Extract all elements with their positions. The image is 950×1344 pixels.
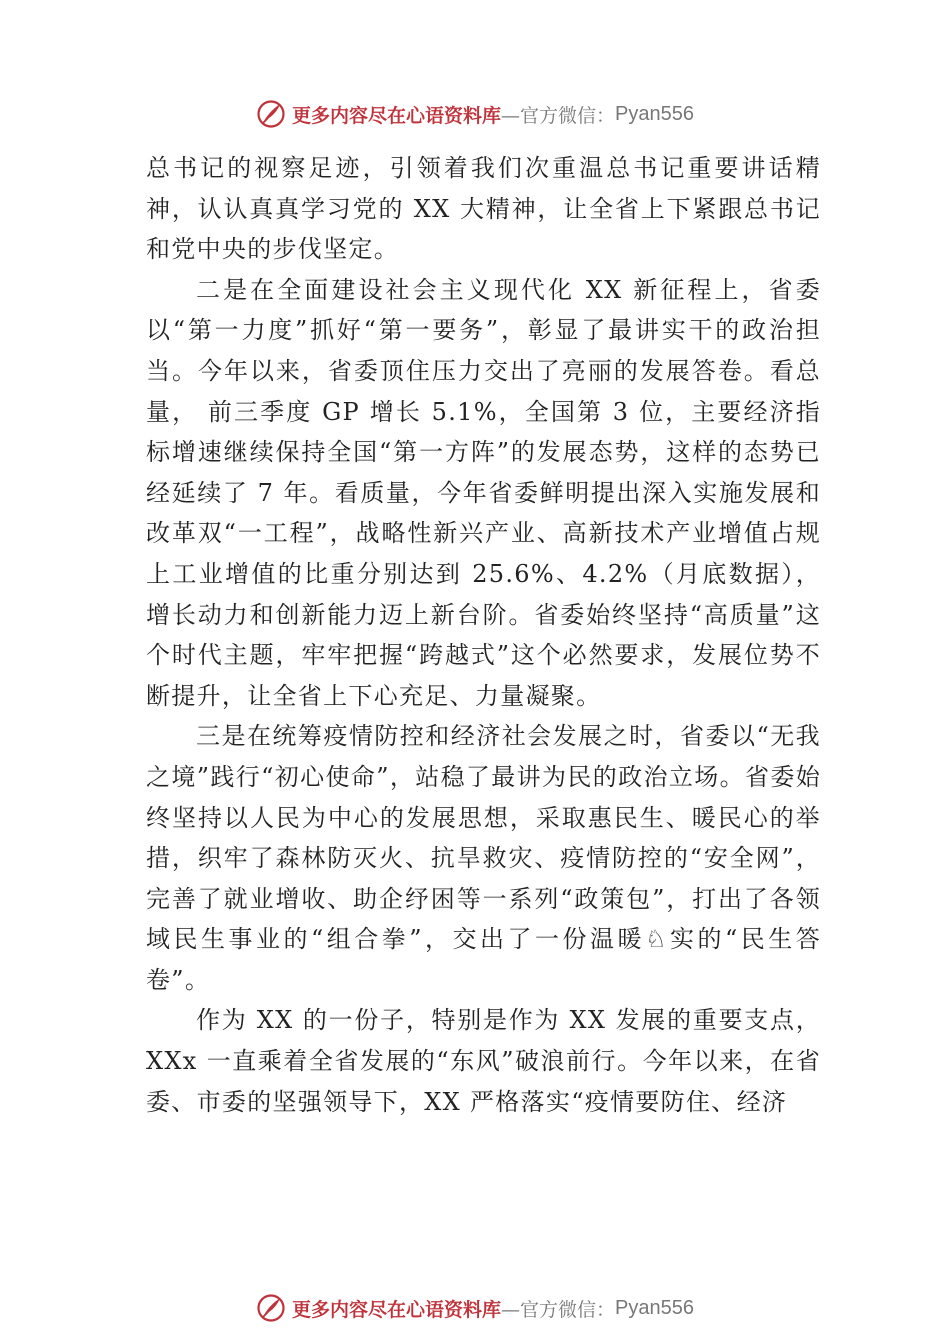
paragraph-1: 总书记的视察足迹，引领着我们次重温总书记重要讲话精神，认认真真学习党的 XX 大精神，让全省上下紧跟总书记和党中央的步伐坚定。 bbox=[146, 154, 821, 264]
banner-wechat-id: Pyan556 bbox=[615, 1296, 694, 1319]
paragraph-4: 作为 XX 的一份子，特别是作为 XX 发展的重要支点， XXx 一直乘着全省发展的“东风”破浪前行。今年以来，在省委、市委的坚强领导下，XX 严格落实“疫情要防住、经济 bbox=[146, 1006, 821, 1116]
feather-seal-icon bbox=[256, 99, 286, 129]
banner-wechat-label: —官方微信： bbox=[501, 104, 616, 127]
banner-wechat-label: —官方微信： bbox=[501, 1298, 616, 1321]
paragraph-2: 二是在全面建设社会主义现代化 XX 新征程上，省委以“第一力度”抓好“第一要务”，彰显了最讲实干的政治担当。今年以来，省委顶住压力交出了亮丽的发展答卷。看总量， 前三季度 GP 增长 5.1%，全国第 3 位，主要经济指标增速继续保持全国“第一方阵”的发展态势，这样的态势已经延续了 7 年。看质量，今年省委鲜明提出深入实施发展和改革双“一工程”，战略性新兴产业、高新技术产业增值占规上工业增值的比重分别达到 25.6%、4.2%（月底数据），增长动力和创新能力迈上新台阶。省委始终坚持“高质量”这个时代主题，牢牢把握“跨越式”这个必然要求，发展位势不断提升，让全省上下心充足、力量凝聚。 bbox=[146, 275, 821, 710]
paragraph-3: 三是在统筹疫情防控和经济社会发展之时，省委以“无我之境”践行“初心使命”，站稳了最讲为民的政治立场。省委始终坚持以人民为中心的发展思想，采取惠民生、暖民心的举措，织牢了森林防灭火、抗旱救灾、疫情防控的“安全网”，完善了就业增收、助企纾困等一系列“政策包”，打出了各领域民生事业的“组合拳”，交出了一份温暖♘实的“民生答卷”。 bbox=[146, 722, 821, 994]
feather-seal-icon bbox=[256, 1293, 286, 1323]
banner-wechat-id: Pyan556 bbox=[615, 102, 694, 125]
footer-banner bbox=[0, 1288, 950, 1328]
banner-title: 更多内容尽在心语资料库 bbox=[292, 104, 502, 127]
document-body bbox=[146, 148, 821, 1122]
banner-title: 更多内容尽在心语资料库 bbox=[292, 1298, 502, 1321]
header-banner bbox=[0, 94, 950, 134]
